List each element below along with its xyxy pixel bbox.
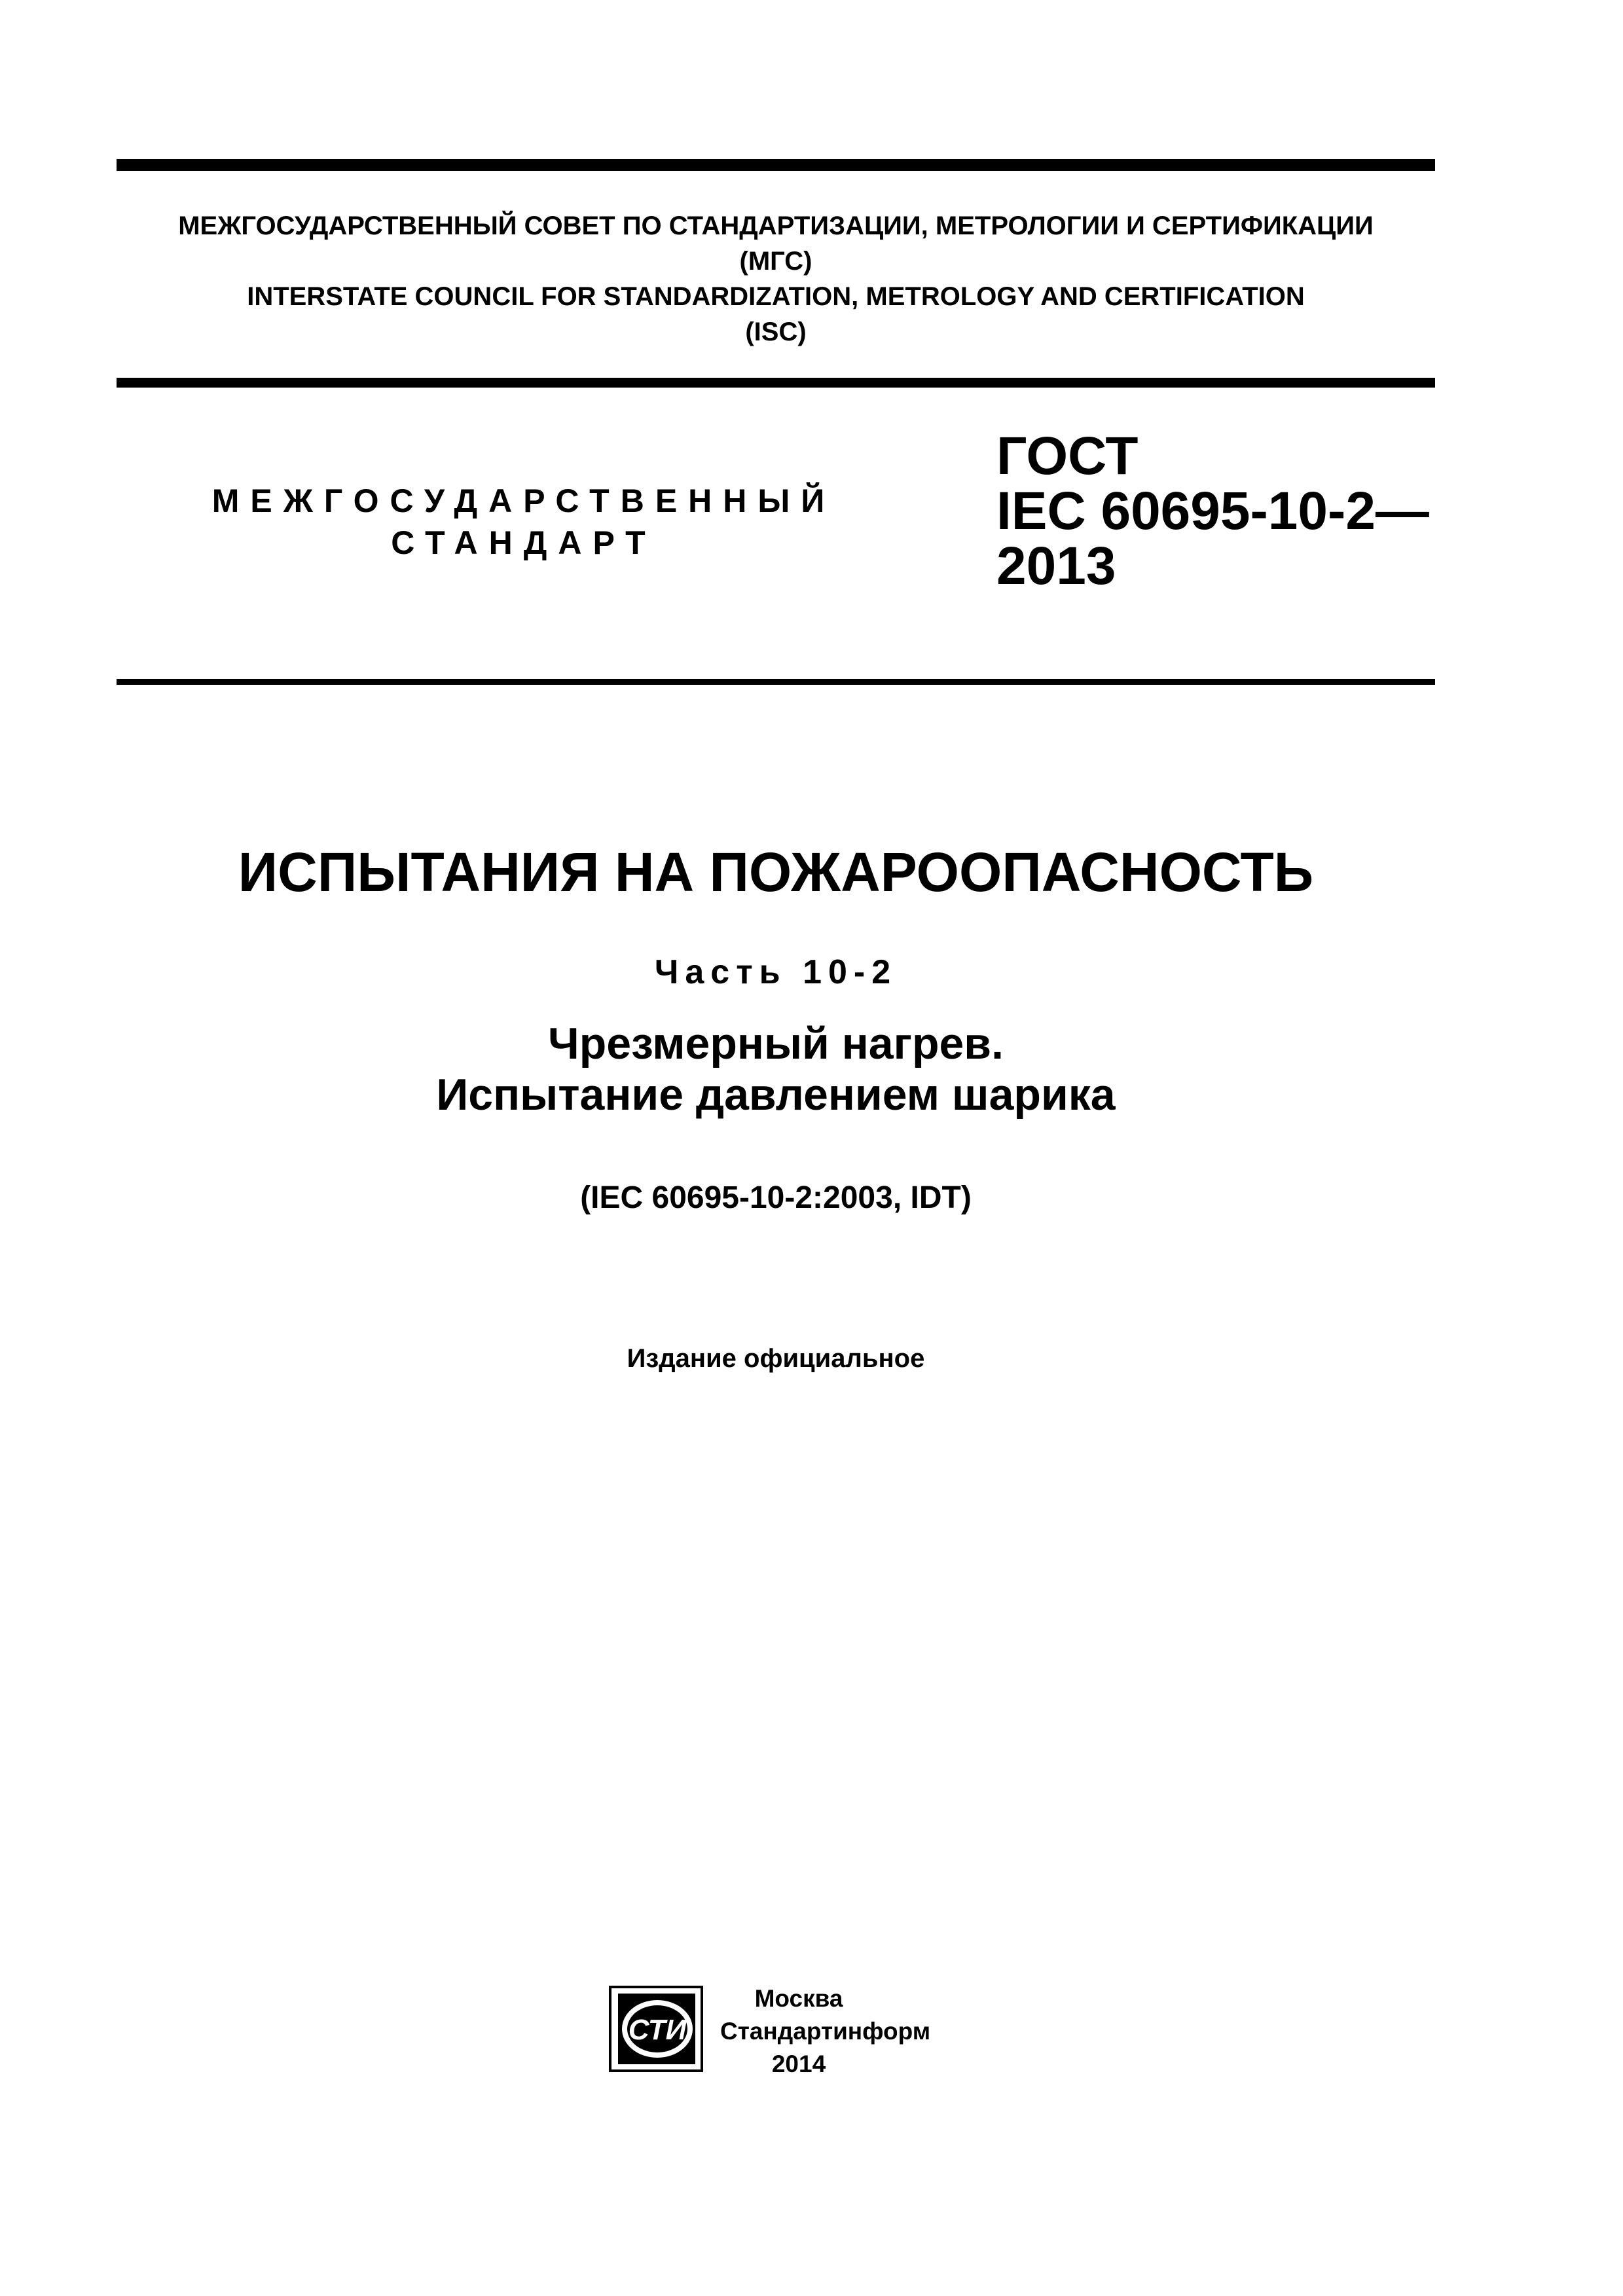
- part-label: Часть 10-2: [654, 953, 898, 991]
- designation-line1: ГОСТ: [996, 426, 1139, 486]
- publisher-name: Стандартинформ: [720, 2018, 931, 2045]
- document-title: ИСПЫТАНИЯ НА ПОЖАРООПАСНОСТЬ: [238, 841, 1314, 903]
- council-name-en: INTERSTATE COUNCIL FOR STANDARDIZATION, METROLOGY AND CERTIFICATION: [247, 282, 1305, 311]
- bottom-rule: [117, 679, 1435, 685]
- designation-line2: IEC 60695-10-2—: [996, 481, 1429, 541]
- standard-kind-line1: МЕЖГОСУДАРСТВЕННЫЙ: [211, 483, 836, 519]
- subtitle-line1: Чрезмерный нагрев.: [547, 1019, 1004, 1068]
- publication-year: 2014: [771, 2050, 826, 2077]
- publisher-city: Москва: [754, 1985, 843, 2012]
- top-rule: [117, 159, 1435, 171]
- middle-rule: [117, 378, 1435, 388]
- edition-label: Издание официальное: [627, 1344, 925, 1373]
- standard-kind: [196, 480, 851, 564]
- designation-line3: 2013: [996, 536, 1116, 596]
- publisher-info: [720, 1982, 931, 2081]
- council-header: [117, 208, 1435, 350]
- standard-kind-line2: СТАНДАРТ: [391, 524, 657, 561]
- council-abbr-ru: (МГС): [739, 247, 812, 276]
- council-abbr-en: (ISC): [745, 318, 807, 346]
- subtitle-line2: Испытание давлением шарика: [436, 1070, 1116, 1120]
- standard-designation: [996, 426, 1429, 596]
- international-reference: (IEC 60695-10-2:2003, IDT): [580, 1180, 972, 1215]
- svg-text:СТИ: СТИ: [628, 2014, 687, 2046]
- council-name-ru: МЕЖГОСУДАРСТВЕННЫЙ СОВЕТ ПО СТАНДАРТИЗАЦИИ, МЕТРОЛОГИИ И СЕРТИФИКАЦИИ: [178, 211, 1374, 240]
- standartinform-logo-icon: [609, 1986, 703, 2072]
- document-subtitle: [117, 1018, 1435, 1120]
